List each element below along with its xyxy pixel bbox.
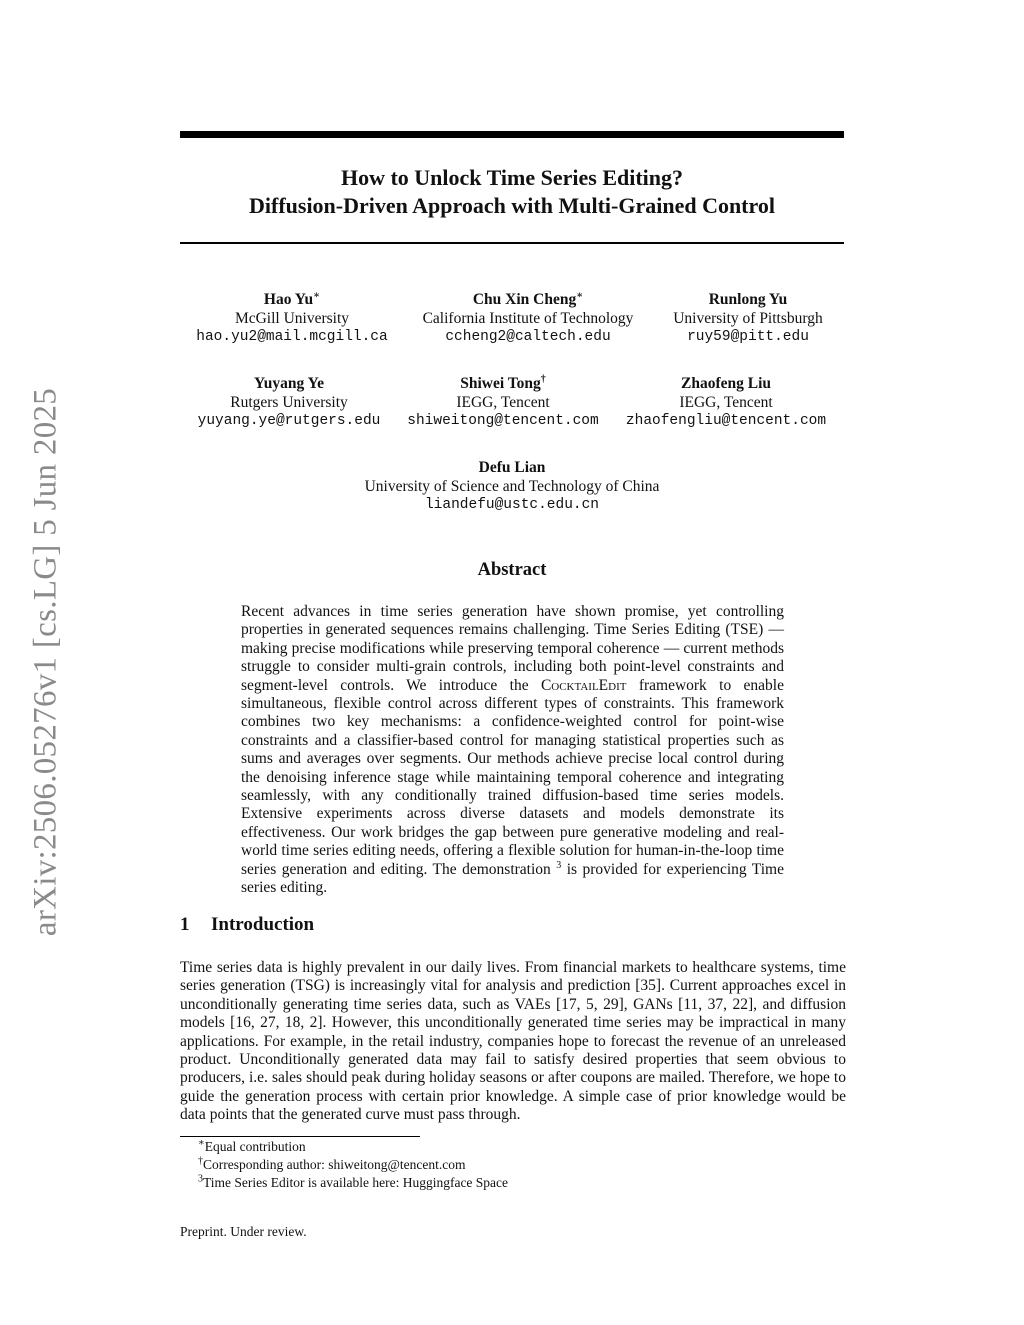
author-email[interactable]: shiweitong@tencent.com — [407, 413, 599, 429]
abstract-text: Recent advances in time series generation have shown promise, yet controlling properties in generated sequences remains challenging. Time Series Editing (TSE) — making precise modifications while preserving temporal coherence — current methods struggle to consider multi-grain controls, including both point-level constraints and segment-level controls. We introduce the — [241, 603, 784, 694]
author-name: Shiwei Tong — [460, 375, 541, 392]
section-number: 1 — [180, 914, 190, 935]
author-affiliation: University of Science and Technology of China — [364, 478, 660, 495]
author-email[interactable]: liandefu@ustc.edu.cn — [424, 497, 600, 513]
author-affiliation: IEGG, Tencent — [679, 394, 773, 411]
footnote-text: Equal contribution — [204, 1139, 306, 1154]
framework-name: CocktailEdit — [540, 676, 627, 694]
footnote — [198, 1156, 508, 1174]
author-email[interactable]: ruy59@pitt.edu — [687, 329, 809, 345]
author-mark: ∗ — [576, 289, 584, 301]
author-name: Zhaofeng Liu — [680, 375, 772, 392]
author-name: Runlong Yu — [708, 291, 788, 308]
arxiv-identifier: arXiv:2506.05276v1 [cs.LG] 5 Jun 2025 — [27, 387, 64, 937]
footnote — [198, 1174, 508, 1192]
author-email[interactable]: ccheng2@caltech.edu — [445, 329, 611, 345]
author-affiliation: Rutgers University — [230, 394, 348, 411]
paper-title — [180, 164, 844, 220]
author-block — [626, 374, 826, 431]
abstract-body — [241, 603, 784, 898]
title-line-1: How to Unlock Time Series Editing? — [340, 165, 684, 190]
author-block — [673, 290, 823, 347]
footnote-rule — [180, 1136, 420, 1137]
footnotes — [198, 1138, 508, 1192]
author-affiliation: McGill University — [234, 310, 350, 327]
author-name: Hao Yu — [263, 291, 314, 308]
introduction-paragraph: Time series data is highly prevalent in our daily lives. From financial markets to healthcare systems, time series generation (TSG) is increasingly vital for analysis and prediction [35]. Current approaches excel in unconditionally generating time series data, such as VAEs [17, 5, 29], GANs [11, 37, 22], and diffusion models [16, 27, 18, 2]. However, this unconditionally generated time series may be impractical in many applications. For example, in the retail industry, companies hope to forecast the revenue of an unreleased product. Unconditionally generated data may fail to satisfy desired properties that seem obvious to producers, i.e. sales should peak during holiday seasons or after coupons are mailed. Therefore, we hope to guide the generation process with certain prior knowledge. A simple case of prior knowledge would be data points that the generated curve must pass through. — [180, 959, 846, 1124]
author-affiliation: California Institute of Technology — [422, 310, 634, 327]
title-line-2: Diffusion-Driven Approach with Multi-Grained Control — [249, 193, 775, 218]
author-email[interactable]: hao.yu2@mail.mcgill.ca — [196, 329, 388, 345]
author-mark: † — [540, 373, 546, 385]
author-name: Chu Xin Cheng — [472, 291, 577, 308]
footnote — [198, 1138, 508, 1156]
section-heading — [180, 914, 314, 936]
author-name: Yuyang Ye — [254, 375, 324, 392]
footnote-text: Corresponding author: shiweitong@tencent.com — [203, 1157, 466, 1172]
title-bottom-rule — [180, 242, 844, 244]
footnote-mark: † — [198, 1155, 203, 1167]
author-email[interactable]: zhaofengliu@tencent.com — [625, 413, 827, 429]
preprint-note: Preprint. Under review. — [180, 1224, 307, 1239]
author-block — [198, 374, 381, 431]
author-block — [196, 290, 387, 347]
title-top-rule — [180, 131, 844, 138]
abstract-text: is provided for experiencing Time series editing. — [241, 860, 784, 897]
author-affiliation: IEGG, Tencent — [456, 394, 550, 411]
footnote-mark: 3 — [198, 1173, 203, 1185]
section-title: Introduction — [211, 914, 315, 935]
author-email[interactable]: yuyang.ye@rutgers.edu — [197, 413, 381, 429]
abstract-text: framework to enable simultaneous, flexible control across different types of constraints. This framework combines two key mechanisms: a confidence-weighted control for point-wise constraints and a classifier-based control for managing statistical properties such as sums and averages over segments. Our methods achieve precise local control during the denoising inference stage while maintaining temporal coherence and integrating seamlessly, with any conditionally trained diffusion-based time series models. Extensive experiments across diverse datasets and models demonstrate its effectiveness. Our work bridges the gap between pure generative modeling and real-world time series editing needs, offering a flexible solution for human-in-the-loop time series generation and editing. The demonstration — [241, 676, 784, 878]
author-mark: ∗ — [313, 289, 321, 301]
author-name: Defu Lian — [478, 459, 546, 476]
author-affiliation: University of Pittsburgh — [673, 310, 823, 327]
footnote-mark: ∗ — [198, 1137, 205, 1149]
abstract-heading: Abstract — [477, 560, 547, 580]
footnote-text[interactable]: Time Series Editor is available here: Huggingface Space — [203, 1175, 509, 1190]
author-block — [407, 374, 598, 431]
author-block — [365, 458, 660, 515]
author-block — [423, 290, 634, 347]
footnote-ref[interactable]: 3 — [556, 859, 562, 871]
